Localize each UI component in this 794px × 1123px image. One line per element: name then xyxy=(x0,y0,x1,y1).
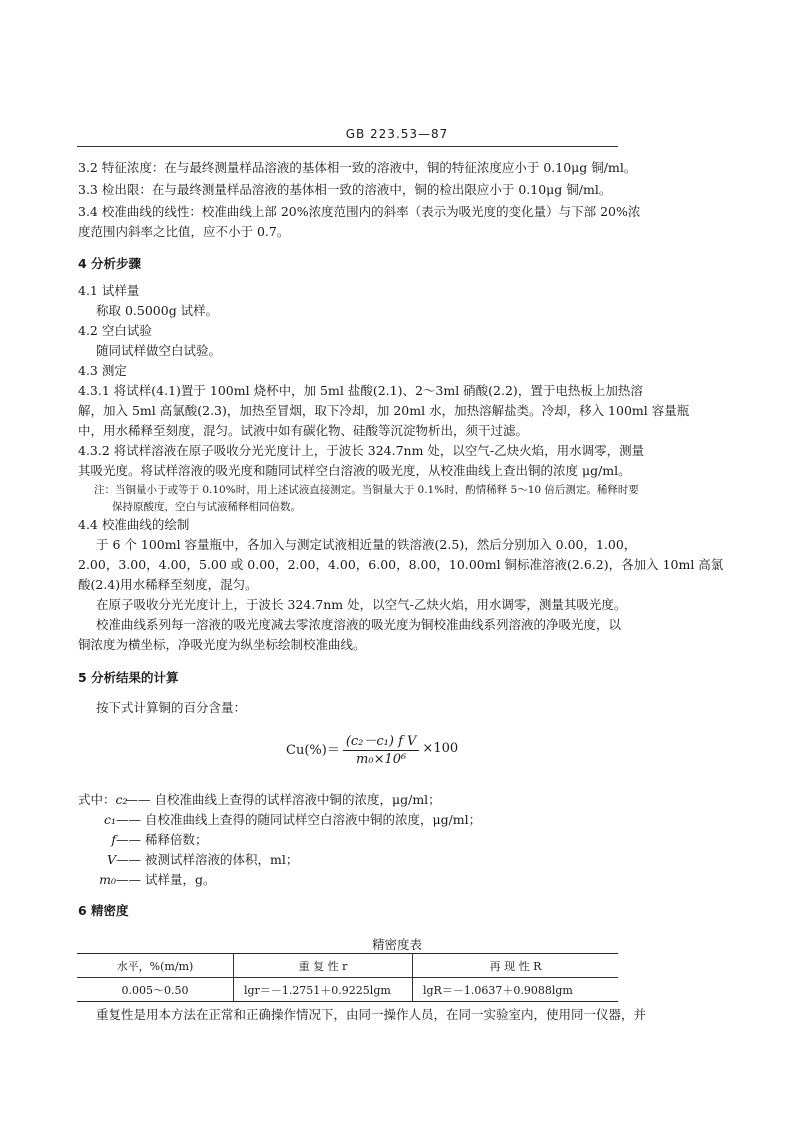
clause-4-4-line5: 校准曲线系列每一溶液的吸光度减去零浓度溶液的吸光度为铜校准曲线系列溶液的净吸光度，以 xyxy=(96,617,622,632)
clause-4-3-1-line1: 4.3.1 将试样(4.1)置于 100ml 烧杯中，加 5ml 盐酸(2.1)、2～3ml 硝酸(2.2)，置于电热板上加热溶 xyxy=(78,383,643,398)
clause-4-4-line6: 铜浓度为横坐标，净吸光度为纵坐标绘制校准曲线。 xyxy=(78,637,366,652)
precision-text-line1: 重复性是用本方法在正常和正确操作情况下，由同一操作人员，在同一实验室内，使用同一仪器，并 xyxy=(96,1007,647,1022)
clause-3-2: 3.2 特征浓度：在与最终测量样品溶液的基体相一致的溶液中，铜的特征浓度应小于 0.10μg 铜/ml。 xyxy=(78,160,637,175)
clause-4-3-1-line2: 解，加入 5ml 高氯酸(2.3)，加热至冒烟，取下冷却，加 20ml 水，加热溶解盐类。冷却，移入 100ml 容量瓶 xyxy=(78,403,690,418)
calc-intro: 按下式计算铜的百分含量： xyxy=(96,700,247,715)
formula-numerator: (c₂－c₁) f V xyxy=(343,730,420,751)
clause-4-2-body: 随同试样做空白试验。 xyxy=(96,343,222,358)
cell-level: 0.005～0.50 xyxy=(77,978,234,1002)
clause-3-4-line1: 3.4 校准曲线的线性：校准曲线上部 20%浓度范围内的斜率（表示为吸光度的变化量）与下部 20%浓 xyxy=(78,204,641,219)
header-rule xyxy=(77,146,618,147)
clause-4-4-line1: 于 6 个 100ml 容量瓶中，各加入与测定试液相近量的铁溶液(2.5)，然后分别加入 0.00，1.00， xyxy=(96,537,637,552)
definition-symbol: m₀ xyxy=(99,872,116,887)
clause-4-1-body: 称取 0.5000g 试样。 xyxy=(96,303,219,318)
header-reproducibility: 再 现 性 R xyxy=(413,954,619,978)
note-line2: 保持原酸度，空白与试液稀释相同倍数。 xyxy=(112,501,301,513)
definition-text: —— 稀释倍数； xyxy=(116,832,208,847)
clause-3-3: 3.3 检出限：在与最终测量样品溶液的基体相一致的溶液中，铜的检出限应小于 0.10μg 铜/ml。 xyxy=(78,182,612,197)
clause-3-4-line2: 度范围内斜率之比值，应不小于 0.7。 xyxy=(78,224,290,239)
clause-4-1: 4.1 试样量 xyxy=(78,283,140,298)
precision-table-title: 精密度表 xyxy=(371,937,422,952)
clause-4-3-2-line2: 其吸光度。将试样溶液的吸光度和随同试样空白溶液的吸光度，从校准曲线上查出铜的浓度 μg/ml。 xyxy=(78,463,631,478)
clause-4-4: 4.4 校准曲线的绘制 xyxy=(78,517,190,532)
header-level: 水平，%(m/m) xyxy=(77,954,234,978)
clause-4-4-line4: 在原子吸收分光光度计上，于波长 324.7nm 处，以空气-乙炔火焰，用水调零，测量其吸光度。 xyxy=(96,597,627,612)
formula-rhs: ×100 xyxy=(422,740,459,756)
formula-lhs: Cu(%)＝ xyxy=(286,742,340,758)
clause-4-3-1-line3: 中，用水稀释至刻度，混匀。试液中如有碳化物、硅酸等沉淀物析出，须干过滤。 xyxy=(78,423,529,438)
definition-row xyxy=(78,852,298,868)
precision-table xyxy=(77,953,618,1002)
definition-row xyxy=(78,812,481,828)
standard-number-header: GB 223.53—87 xyxy=(345,127,449,141)
clause-4-4-line2: 2.00，3.00，4.00，5.00 或 0.00，2.00，4.00，6.00，8.00，10.00ml 铜标准溶液(2.6.2)，各加入 10ml 高氯 xyxy=(78,557,724,572)
table-row xyxy=(77,978,618,1002)
section-5-heading: 5 分析结果的计算 xyxy=(78,670,179,685)
copper-formula xyxy=(286,728,458,768)
section-4-heading: 4 分析步骤 xyxy=(78,256,142,271)
clause-4-3: 4.3 测定 xyxy=(78,363,127,378)
formula-fraction xyxy=(343,730,420,767)
definition-symbol: V xyxy=(106,852,116,867)
note-line1: 注：当铜量小于或等于 0.10%时，用上述试液直接测定。当铜量大于 0.1%时，酌情稀释 5～10 倍后测定。稀释时要 xyxy=(94,484,639,496)
table-header-row xyxy=(77,954,618,978)
cell-reproducibility: lgR＝－1.0637＋0.9088lgm xyxy=(413,978,619,1002)
clause-4-3-2-line1: 4.3.2 将试样溶液在原子吸收分光光度计上，于波长 324.7nm 处，以空气-乙炔火焰，用水调零，测量 xyxy=(78,443,645,458)
cell-repeatability: lgr＝－1.2751＋0.9225lgm xyxy=(234,978,413,1002)
definition-row xyxy=(78,792,441,808)
header-repeatability: 重 复 性 r xyxy=(234,954,413,978)
definition-symbol: c₁ xyxy=(103,812,116,827)
definition-row xyxy=(78,832,207,848)
definition-symbol: c₂ xyxy=(115,792,128,807)
definitions-prefix: 式中： xyxy=(78,792,116,807)
clause-4-2: 4.2 空白试验 xyxy=(78,323,152,338)
section-6-heading: 6 精密度 xyxy=(78,903,129,918)
clause-4-4-line3: 酸(2.4)用水稀释至刻度，混匀。 xyxy=(78,577,258,592)
definition-text: —— 被测试样溶液的体积，ml； xyxy=(116,852,299,867)
definition-row xyxy=(78,872,215,888)
definition-text: —— 自校准曲线上查得的随同试样空白溶液中铜的浓度，μg/ml； xyxy=(116,812,482,827)
definition-symbol: f xyxy=(111,832,116,847)
definition-text: —— 自校准曲线上查得的试样溶液中铜的浓度，μg/ml； xyxy=(125,792,441,807)
definition-text: —— 试样量，g。 xyxy=(116,872,216,887)
formula-denominator: m₀×10⁶ xyxy=(356,751,407,767)
